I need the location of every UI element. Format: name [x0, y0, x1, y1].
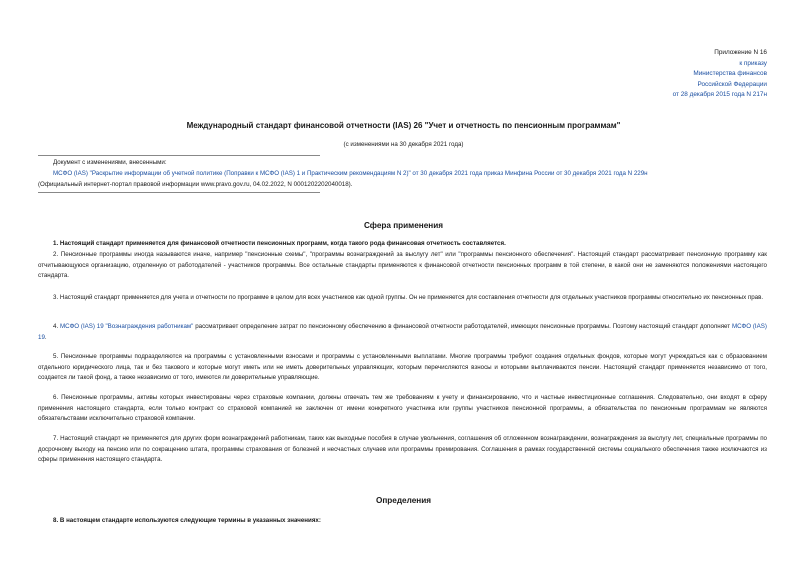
divider-top [38, 155, 320, 156]
document-subtitle: (с изменениями на 30 декабря 2021 года) [343, 141, 464, 148]
paragraph-6: 6. Пенсионные программы, активы которых инвестированы через страховые компании, должны отвечать тем же требованиям к учету и финансированию, что и частные инвестиционные соглашения. Следовательно, они входят в сферу применения настоящего стандарта, если только контракт со страховой компанией не заключен от имени конкретного участника или группы участников пенсионной программы, а обязательства по пенсионным программам не являются обязательствами исключительно страховой компании. [38, 394, 767, 423]
minfin-order-link[interactable]: приказ Минфина России от 30 декабря 2021 года N 229н [483, 170, 648, 177]
section-definitions-title: Определения [375, 496, 432, 505]
appendix-number: Приложение N 16 [714, 49, 767, 56]
paragraph-4-prefix: 4. [53, 323, 59, 330]
section-scope-title: Сфера применения [363, 221, 444, 230]
paragraph-4-text: рассматривает определение затрат по пенсионному обеспечению в финансовой отчетности работодателей, имеющих пенсионные программы. Поэтому настоящий стандарт дополняет [195, 323, 731, 330]
amendment-link[interactable]: МСФО (IAS) "Раскрытие информации об учетной политике (Поправки к МСФО (IAS) 1 и Практическим рекомендациям N 2)" от 30 декабря 2021 года [53, 170, 483, 177]
paragraph-3: 3. Настоящий стандарт применяется для учета и отчетности по программе в целом для всех участников как одной группы. Он не применяется для составления отчетности для отдельных участников программы относительно их пенсионных прав. [53, 294, 764, 301]
appendix-block [673, 48, 767, 101]
paragraph-4 [38, 322, 767, 343]
divider-bottom [38, 192, 320, 193]
federation-link[interactable]: Российской Федерации [697, 80, 767, 88]
ias19-short-link[interactable]: МСФО (IAS) 19 [38, 323, 767, 341]
changes-links [53, 170, 648, 177]
ministry-link[interactable]: Министерства финансов [693, 70, 767, 78]
order-link[interactable]: к приказу [739, 59, 767, 67]
document-title: Международный стандарт финансовой отчетности (IAS) 26 "Учет и отчетность по пенсионным программам" [186, 121, 621, 130]
paragraph-7: 7. Настоящий стандарт не применяется для других форм вознаграждений работникам, таких как выходные пособия в случае увольнения, соглашения об отложенном вознаграждении, вознаграждения за выслугу лет, специальные программы по досрочному выходу на пенсию или по сокращению штата, программы страхования от болезней и несчастных случаев или программы премирования. Соглашения в рамках государственной системы социального обеспечения также исключаются из сферы применения настоящего стандарта. [38, 435, 767, 464]
changes-heading: Документ с изменениями, внесенными: [53, 159, 167, 166]
ias19-link[interactable]: МСФО (IAS) 19 "Вознаграждения работникам" [59, 323, 194, 330]
paragraph-5: 5. Пенсионные программы подразделяются на программы с установленными взносами и программы с установленными выплатами. Многие программы требуют создания отдельных фондов, которые могут учреждаться как с образованием отдельного юридического лица, так и без такового и которые могут иметь или не иметь доверительных управляющих, которым перечисляются взносы и которыми выплачиваются пенсии. Настоящий стандарт применяется независимо от того, создается ли такой фонд, а также независимо от того, имеются ли доверительные управляющие. [38, 353, 767, 382]
order-date-link[interactable]: от 28 декабря 2015 года N 217н [672, 91, 767, 99]
publication-note: (Официальный интернет-портал правовой информации www.pravo.gov.ru, 04.02.2022, N 0001202202040018). [38, 181, 353, 188]
paragraph-1: 1. Настоящий стандарт применяется для финансовой отчетности пенсионных программ, когда такого рода финансовая отчетность составляется. [53, 240, 506, 247]
paragraph-4-end: . [44, 333, 47, 341]
paragraph-2: 2. Пенсионные программы иногда называются иначе, например "пенсионные схемы", "программы вознаграждений за выслугу лет" или "программы пенсионного обеспечения". Настоящий стандарт рассматривает пенсионную программу как отчитывающуюся организацию, отделенную от работодателей - участников программы. Все остальные стандарты применяются к финансовой отчетности пенсионных программ в той степени, в какой они не заменяются положениями настоящего стандарта. [38, 251, 767, 280]
paragraph-8: 8. В настоящем стандарте используются следующие термины в указанных значениях: [53, 517, 321, 524]
